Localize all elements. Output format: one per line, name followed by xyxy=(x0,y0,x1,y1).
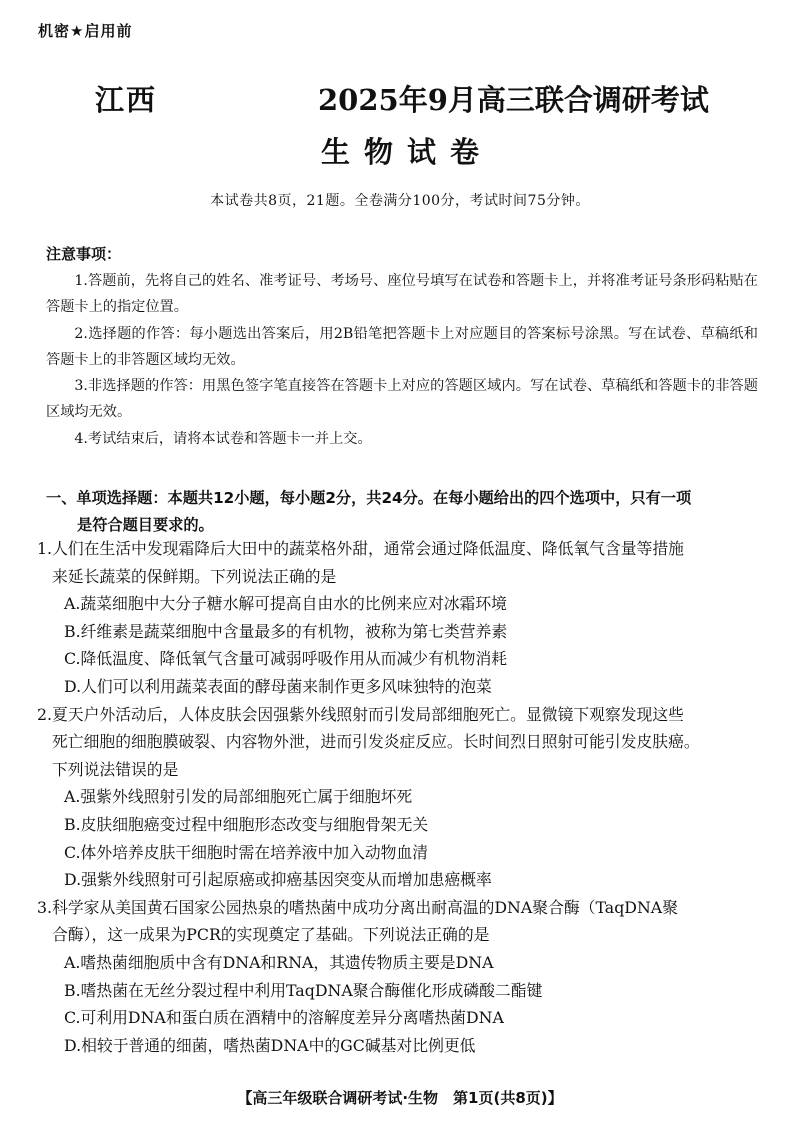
exam-title: 2025年9月高三联合调研考试 xyxy=(318,83,709,117)
stem-line: 3.科学家从美国黄石国家公园热泉的嗜热菌中成功分离出耐高温的DNA聚合酶（TaqDNA聚 xyxy=(37,897,679,917)
stem-line: 来延长蔬菜的保鲜期。下列说法正确的是 xyxy=(52,566,337,586)
option-b: B.纤维素是蔬菜细胞中含量最多的有机物，被称为第七类营养素 xyxy=(64,621,508,641)
question-1 xyxy=(37,535,767,701)
option-b: B.皮肤细胞癌变过程中细胞形态改变与细胞骨架无关 xyxy=(64,814,429,834)
stem-line: 死亡细胞的细胞膜破裂、内容物外泄，进而引发炎症反应。长时间烈日照射可能引发皮肤癌。 xyxy=(52,732,700,752)
option-c: C.可利用DNA和蛋白质在酒精中的溶解度差异分离嗜热菌DNA xyxy=(64,1008,504,1028)
question-stem xyxy=(37,701,767,784)
option-d: D.强紫外线照射可引起原癌或抑癌基因突变从而增加患癌概率 xyxy=(64,870,492,890)
notice-item: 4.考试结束后，请将本试卷和答题卡一并上交。 xyxy=(74,430,372,447)
notice-list xyxy=(46,268,758,452)
question-3 xyxy=(37,894,767,1060)
section-heading-line: 一、单项选择题：本题共12小题，每小题2分，共24分。在每小题给出的四个选项中，只有一项 xyxy=(46,489,692,507)
stem-line: 合酶），这一成果为PCR的实现奠定了基础。下列说法正确的是 xyxy=(52,925,490,945)
option-d: D.人们可以利用蔬菜表面的酵母菌来制作更多风味独特的泡菜 xyxy=(64,676,492,696)
notice-item: 3.非选择题的作答：用黑色签字笔直接答在答题卡上对应的答题区域内。写在试卷、草稿纸和答题卡的非答题区域均无效。 xyxy=(46,378,758,421)
option-a: A.嗜热菌细胞质中含有DNA和RNA，其遗传物质主要是DNA xyxy=(64,952,494,972)
paper-subject-title: 生物试卷 xyxy=(320,135,493,169)
exam-region: 江西 xyxy=(95,83,158,117)
section-heading xyxy=(46,485,762,539)
paper-info: 本试卷共8页，21题。全卷满分100分，考试时间75分钟。 xyxy=(210,193,590,209)
notice-heading: 注意事项： xyxy=(46,245,122,263)
option-a: A.蔬菜细胞中大分子糖水解可提高自由水的比例来应对冰霜环境 xyxy=(64,594,507,614)
notice-item: 2.选择题的作答：每小题选出答案后，用2B铅笔把答题卡上对应题目的答案标号涂黑。写在试卷、草稿纸和答题卡上的非答题区域均无效。 xyxy=(46,325,758,368)
notice-item: 1.答题前，先将自己的姓名、准考证号、考场号、座位号填写在试卷和答题卡上，并将准考证号条形码粘贴在答题卡上的指定位置。 xyxy=(46,273,758,316)
question-list xyxy=(37,535,767,1059)
stem-line: 下列说法错误的是 xyxy=(52,759,179,779)
option-d: D.相较于普通的细菌，嗜热菌DNA中的GC碱基对比例更低 xyxy=(64,1035,476,1055)
question-stem xyxy=(37,894,767,949)
stem-line: 1.人们在生活中发现霜降后大田中的蔬菜格外甜，通常会通过降低温度、降低氧气含量等措施 xyxy=(37,539,684,558)
section-heading-line: 是符合题目要求的。 xyxy=(77,516,214,534)
option-b: B.嗜热菌在无丝分裂过程中利用TaqDNA聚合酶催化形成磷酸二酯键 xyxy=(64,980,543,1000)
page-footer: 【高三年级联合调研考试·生物 第1页(共8页)】 xyxy=(237,1089,563,1107)
confidential-mark: 机密★启用前 xyxy=(38,22,133,40)
option-c: C.降低温度、降低氧气含量可减弱呼吸作用从而减少有机物消耗 xyxy=(64,649,508,669)
option-c: C.体外培养皮肤干细胞时需在培养液中加入动物血清 xyxy=(64,842,429,862)
stem-line: 2.夏天户外活动后，人体皮肤会因强紫外线照射而引发局部细胞死亡。显微镜下观察发现这些 xyxy=(37,704,684,724)
question-2 xyxy=(37,701,767,894)
option-a: A.强紫外线照射引发的局部细胞死亡属于细胞坏死 xyxy=(64,787,413,807)
question-stem xyxy=(37,535,767,590)
